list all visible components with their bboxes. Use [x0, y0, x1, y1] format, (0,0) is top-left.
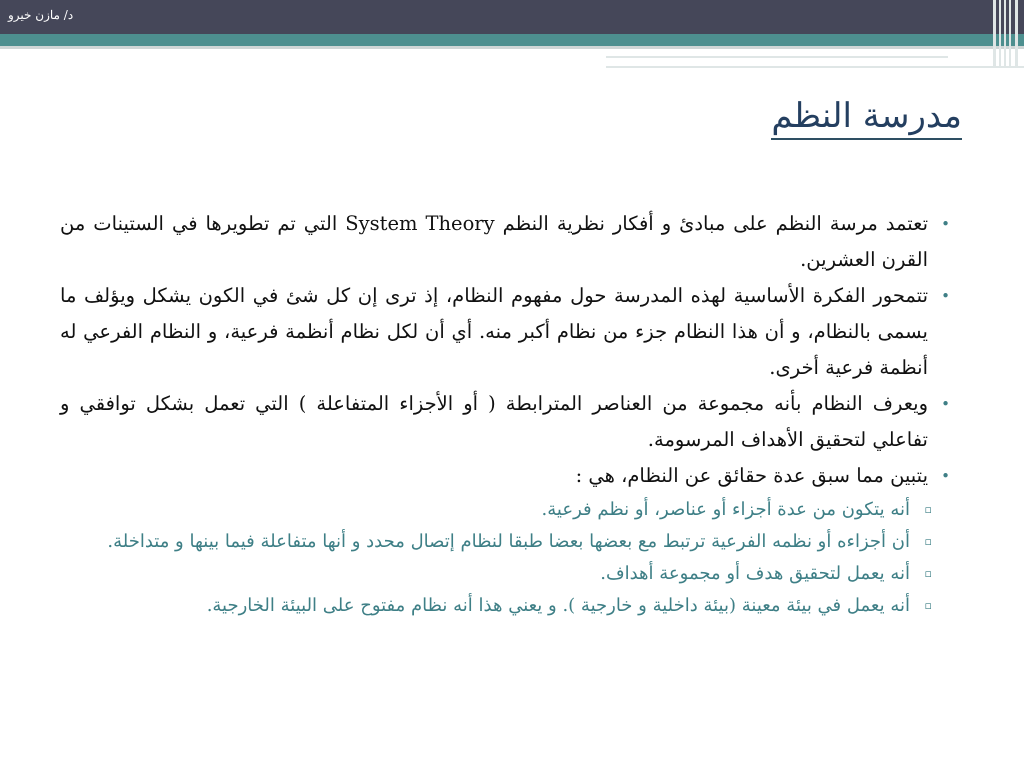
- bullet-text: تعتمد مرسة النظم على مبادئ و أفكار نظرية النظم System Theory التي تم تطويرها في الستينات من القرن العشرين.: [60, 212, 928, 271]
- square-bullet-icon: ▫: [924, 567, 932, 580]
- bullet-dot-icon: •: [941, 395, 950, 413]
- accent-band: [0, 34, 1024, 46]
- bullet-item: [60, 278, 950, 386]
- deco-line: [606, 56, 948, 58]
- deco-strip: [1009, 0, 1011, 66]
- divider-line: [0, 46, 1024, 49]
- sub-bullet-item: [60, 558, 932, 590]
- author-label: د/ مازن خيرو: [8, 8, 74, 22]
- square-bullet-icon: ▫: [924, 535, 932, 548]
- deco-strip: [1004, 0, 1006, 66]
- bullet-dot-icon: •: [941, 467, 950, 485]
- deco-strip: [1015, 0, 1018, 66]
- deco-strip: [999, 0, 1001, 66]
- sub-bullet-text: أن أجزاءه أو نظمه الفرعية ترتبط مع بعضها بعضا طبقا لنظام إتصال محدد و أنها متفاعلة فيما بينها و متداخلة.: [107, 531, 910, 552]
- sub-bullet-text: أنه يعمل في بيئة معينة (بيئة داخلية و خارجية ). و يعني هذا أنه نظام مفتوح على البيئة الخارجية.: [206, 595, 910, 616]
- slide-content: [60, 206, 950, 622]
- sub-bullet-item: [60, 494, 932, 526]
- slide-title: مدرسة النظم: [771, 96, 962, 140]
- square-bullet-icon: ▫: [924, 503, 932, 516]
- bullet-text: تتمحور الفكرة الأساسية لهذه المدرسة حول مفهوم النظام، إذ ترى إن كل شئ في الكون يشكل ويؤلف ما يسمى بالنظام، و أن هذا النظام جزء من نظام أكبر منه. أي أن لكل نظام أنظمة فرعية، و النظام الفرعي له أنظمة فرعية أخرى.: [60, 284, 928, 379]
- deco-line: [606, 66, 1024, 68]
- bullet-item: [60, 206, 950, 278]
- sub-bullet-text: أنه يتكون من عدة أجزاء أو عناصر، أو نظم فرعية.: [541, 499, 910, 520]
- deco-strip: [993, 0, 996, 66]
- sub-bullet-item: [60, 590, 932, 622]
- header-bar: [0, 0, 1024, 34]
- bullet-item: [60, 458, 950, 494]
- sub-bullet-item: [60, 526, 932, 558]
- bullet-dot-icon: •: [941, 215, 950, 233]
- square-bullet-icon: ▫: [924, 599, 932, 612]
- bullet-text: ويعرف النظام بأنه مجموعة من العناصر المترابطة ( أو الأجزاء المتفاعلة ) التي تعمل بشكل توافقي و تفاعلي لتحقيق الأهداف المرسومة.: [60, 392, 928, 451]
- bullet-text: يتبين مما سبق عدة حقائق عن النظام، هي :: [575, 464, 928, 487]
- bullet-dot-icon: •: [941, 287, 950, 305]
- sub-bullet-text: أنه يعمل لتحقيق هدف أو مجموعة أهداف.: [600, 563, 910, 584]
- bullet-item: [60, 386, 950, 458]
